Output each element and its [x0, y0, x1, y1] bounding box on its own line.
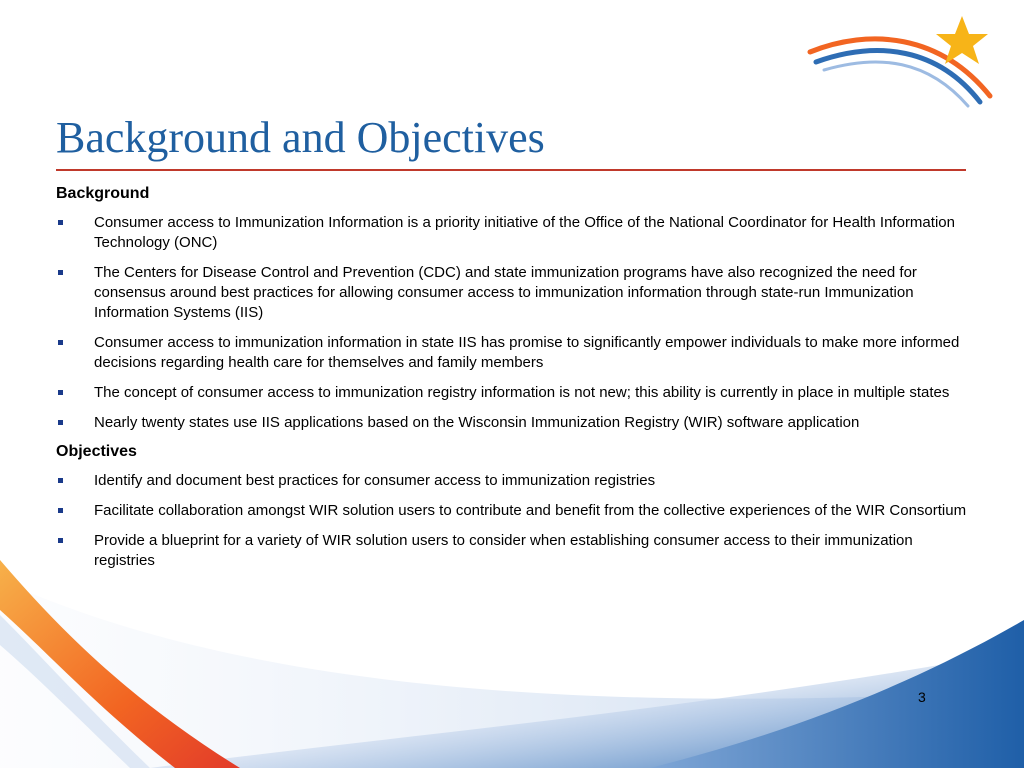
- bullet-text: Nearly twenty states use IIS applications based on the Wisconsin Immunization Registry (WIR) software application: [94, 414, 860, 431]
- bullet-text: Consumer access to immunization information in state IIS has promise to significantly empower individuals to make more informed decisions regarding health care for themselves and family members: [94, 334, 960, 371]
- objectives-bullet-list: [56, 471, 976, 571]
- background-bullet-item: [56, 263, 976, 323]
- background-bullet-item: [56, 383, 976, 403]
- objectives-bullet-item: [56, 531, 976, 571]
- background-bullet-item: [56, 413, 976, 433]
- square-bullet-icon: [58, 220, 63, 225]
- square-bullet-icon: [58, 508, 63, 513]
- bullet-text: Provide a blueprint for a variety of WIR solution users to consider when establishing consumer access to their immunization registries: [94, 532, 913, 569]
- square-bullet-icon: [58, 478, 63, 483]
- star-swoosh-logo-icon: [800, 10, 1000, 110]
- square-bullet-icon: [58, 340, 63, 345]
- bullet-text: Identify and document best practices for consumer access to immunization registries: [94, 472, 656, 489]
- objectives-heading: Objectives: [56, 443, 137, 460]
- slide-title: Background and Objectives: [56, 113, 545, 162]
- square-bullet-icon: [58, 270, 63, 275]
- bullet-text: The Centers for Disease Control and Prevention (CDC) and state immunization programs have also recognized the need for consensus around best practices for allowing consumer access to immunization information through state-run Immunization Information Systems (IIS): [94, 264, 917, 321]
- objectives-bullet-item: [56, 501, 976, 521]
- title-underline: [56, 169, 966, 171]
- background-bullet-list: [56, 213, 976, 433]
- background-bullet-item: [56, 213, 976, 253]
- background-bullet-item: [56, 333, 976, 373]
- bullet-text: Facilitate collaboration amongst WIR solution users to contribute and benefit from the collective experiences of the WIR Consortium: [94, 502, 967, 519]
- slide-body: [56, 183, 976, 581]
- bullet-text: The concept of consumer access to immunization registry information is not new; this ability is currently in place in multiple states: [94, 384, 950, 401]
- square-bullet-icon: [58, 390, 63, 395]
- page-number: 3: [918, 689, 926, 705]
- square-bullet-icon: [58, 538, 63, 543]
- square-bullet-icon: [58, 420, 63, 425]
- background-heading: Background: [56, 185, 150, 202]
- objectives-bullet-item: [56, 471, 976, 491]
- bullet-text: Consumer access to Immunization Information is a priority initiative of the Office of the National Coordinator for Health Information Technology (ONC): [94, 214, 955, 251]
